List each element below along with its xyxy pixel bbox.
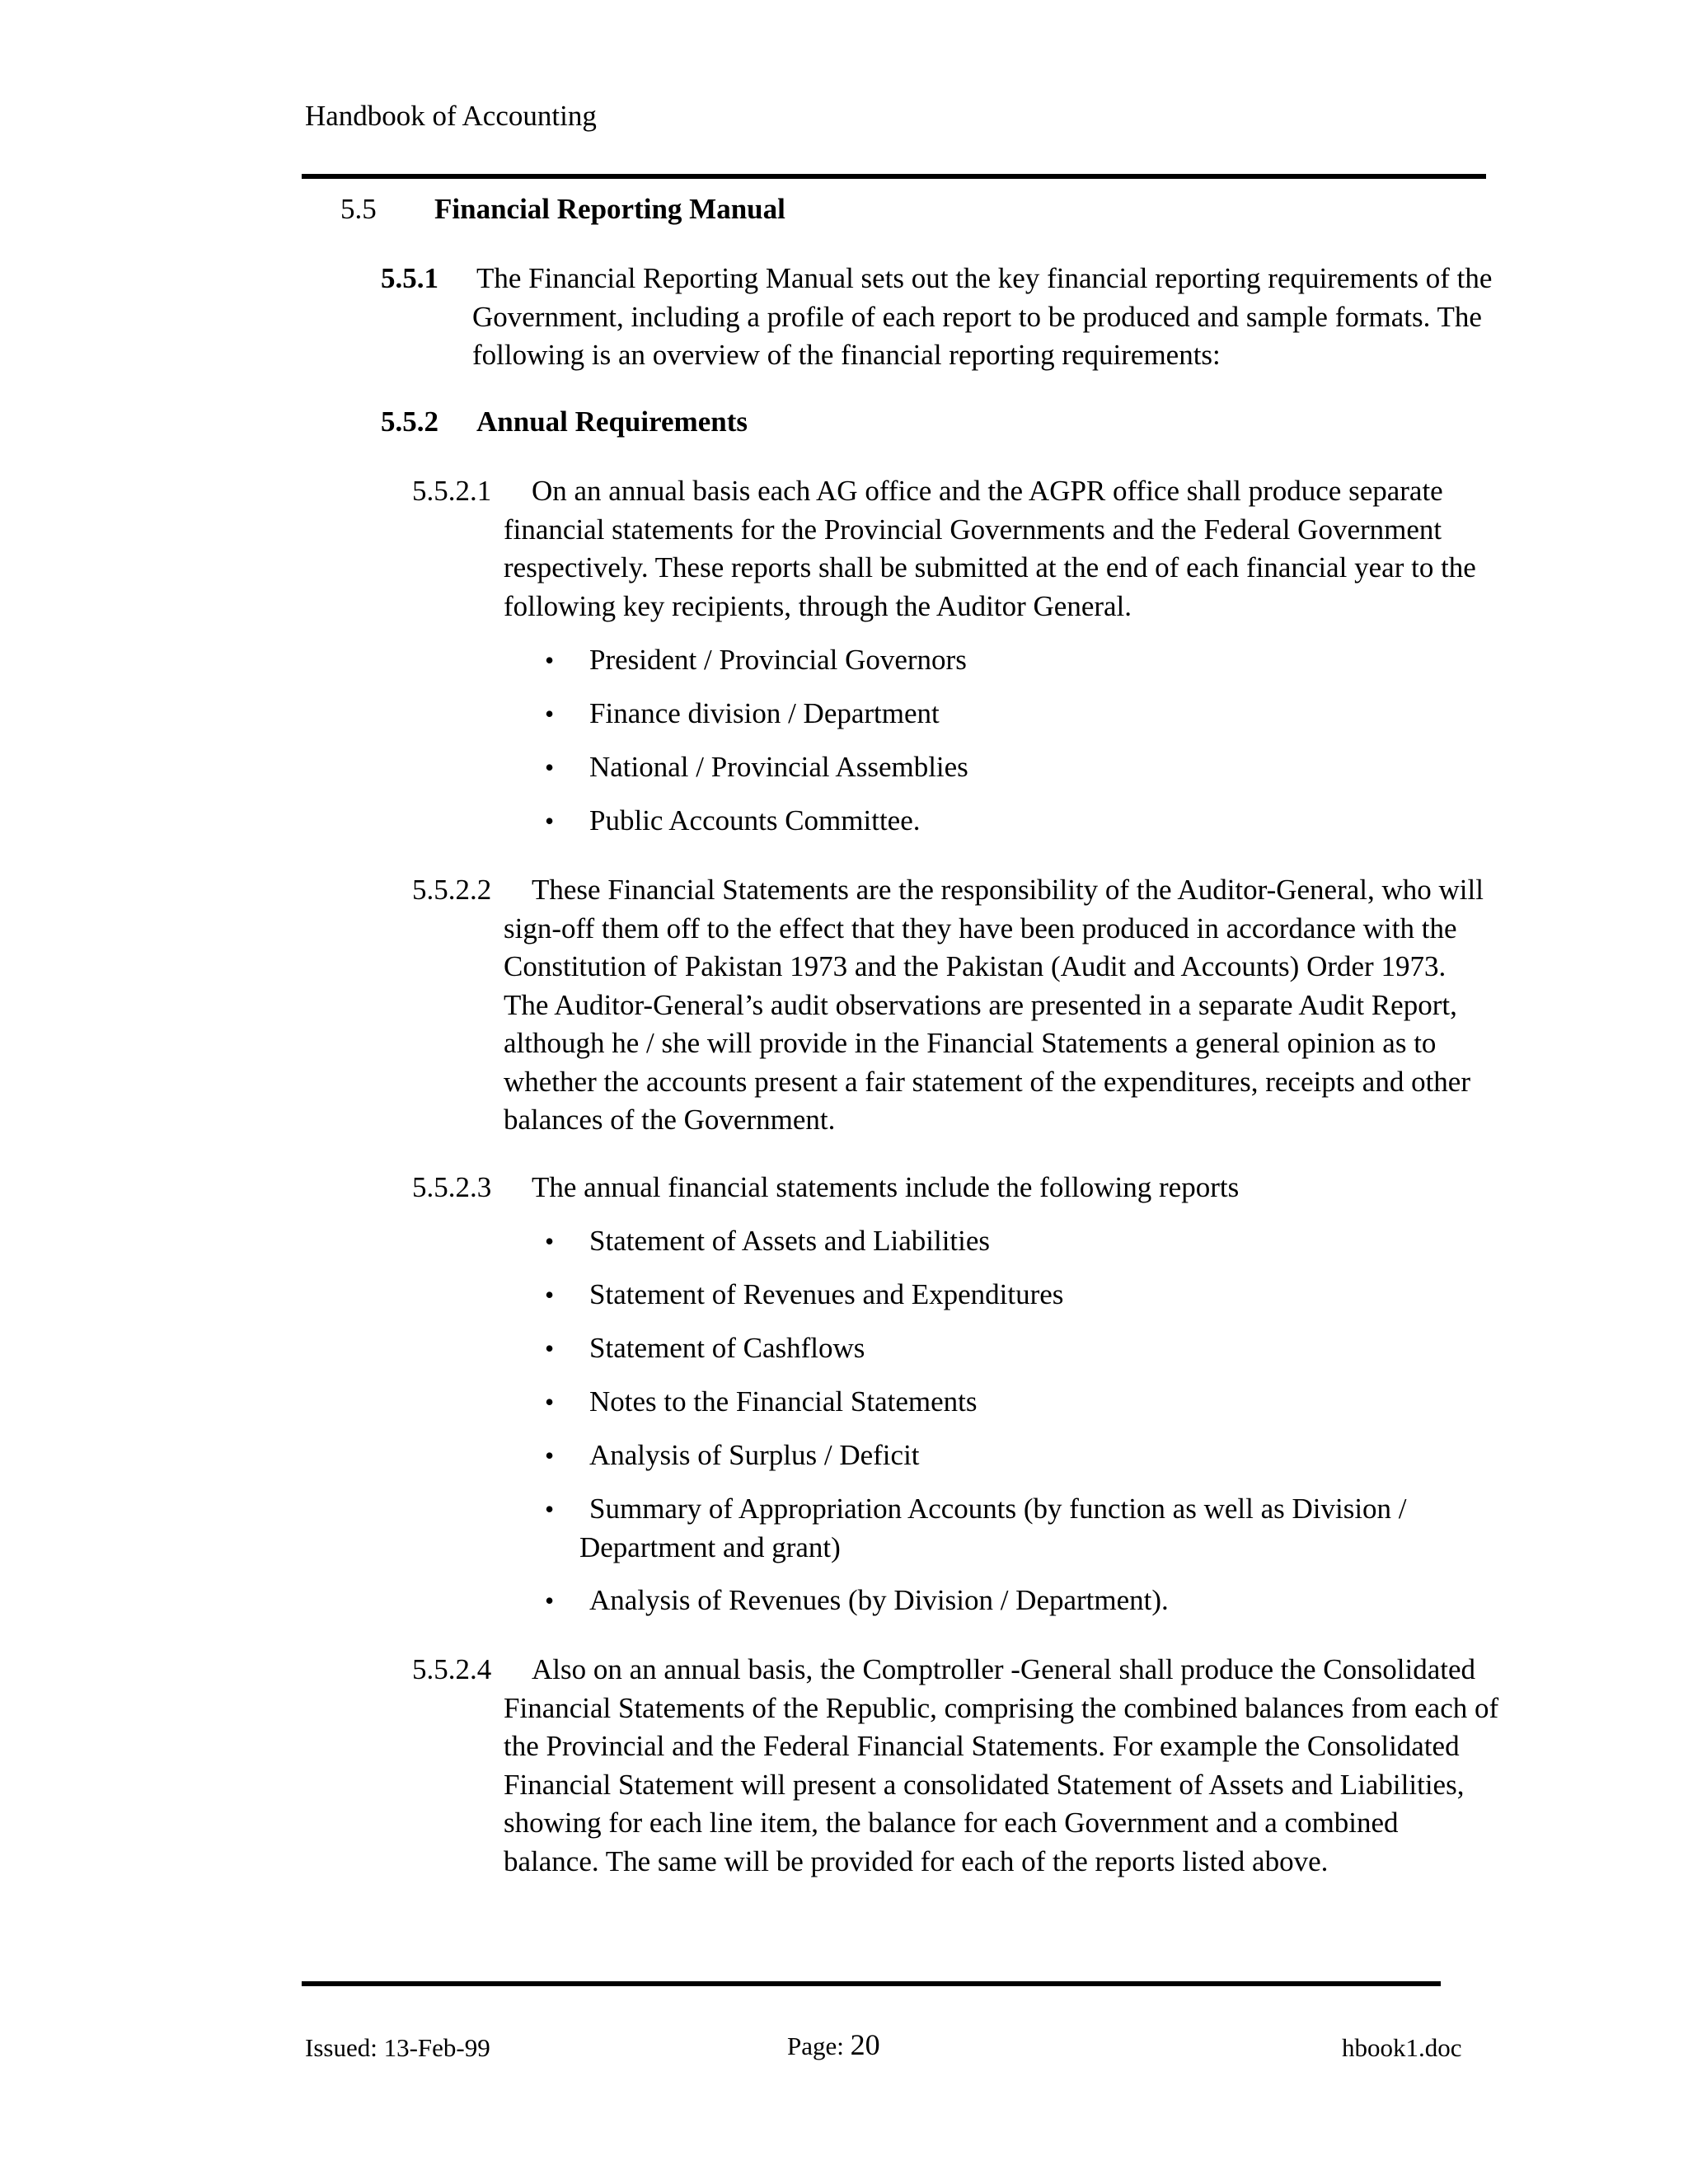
- para-5-5-2-4-line: Financial Statements of the Republic, comprising the combined balances from each of: [504, 1691, 1499, 1724]
- para-5-5-1-number: 5.5.1: [381, 262, 438, 294]
- bullet-icon: •: [545, 1586, 555, 1615]
- para-5-5-2-4-line: the Provincial and the Federal Financial Statements. For example the Consolidated: [504, 1730, 1460, 1762]
- para-5-5-2-1-line: On an annual basis each AG office and the AGPR office shall produce separate: [532, 475, 1443, 507]
- footer-page-label: Page:: [787, 2032, 844, 2060]
- para-5-5-2-1-line: following key recipients, through the Auditor General.: [504, 589, 1132, 622]
- bullet-icon: •: [545, 1494, 555, 1524]
- bullet-icon: •: [545, 1387, 555, 1417]
- bullet-icon: •: [545, 645, 555, 675]
- header-rule: [302, 174, 1486, 179]
- para-5-5-1-line: The Financial Reporting Manual sets out the key financial reporting requirements of the: [476, 262, 1493, 294]
- section-number: 5.5: [340, 193, 377, 225]
- bullet-icon: •: [545, 752, 555, 782]
- subsection-number: 5.5.2: [381, 405, 438, 438]
- para-5-5-2-4-line: Also on an annual basis, the Comptroller -General shall produce the Consolidated: [532, 1653, 1476, 1685]
- footer-rule: [302, 1981, 1441, 1986]
- para-5-5-2-2-line: Constitution of Pakistan 1973 and the Pakistan (Audit and Accounts) Order 1973.: [504, 950, 1447, 982]
- document-page: Handbook of Accounting 5.5 Financial Reporting Manual 5.5.1 The Financial Reporting Manual sets out the key financial reporting requirements of the Government, including a profile of each report to be produced and sample formats. The following is an overview of the financial reporting requirements: 5.5.2 Annual Requirements 5.5.2.1 On an annual basis each AG office and the AGPR office shall produce separate financial statements for the Provincial Governments and the Federal Government respectively. These reports shall be submitted at the end of each financial year to the following key recipients, through the Auditor General. • President / Provincial Governors • Finance division / Department • National / Provincial Assemblies • Public Accounts Committee. 5.5.2.2 These Financial Statements are the responsibility of the Auditor-General, who will sign-off them off to the effect that they have been produced in accordance with the Constitution of Pakistan 1973 and the Pakistan (Audit and Accounts) Order 1973. The Auditor-General’s audit observations are presented in a separate Audit Report, although he / she will provide in the Financial Statements a general opinion as to whether the accounts present a fair statement of the expenditures, receipts and other balances of the Government. 5.5.2.3 The annual financial statements include the following reports • Statement of Assets and Liabilities • Statement of Revenues and Expenditures • Statement of Cashflows • Notes to the Financial Statements • Analysis of Surplus / Deficit • Summary of Appropriation Accounts (by function as well as Division / Department and grant) • Analysis of Revenues (by Division / Department). 5.5.2.4 Also on an annual basis, the Comptroller -General shall produce the Consolidated Financial Statements of the Republic, comprising the combined balances from each of the Provincial and the Federal Financial Statements. For example the Consolidated Financial Statement will present a consolidated Statement of Assets and Liabilities, showing for each line item, the balance for each Government and a combined balance. The same will be provided for each of the reports listed above. Issued: 13-Feb-99 Page: 20 hbook1.doc: [0, 0, 1688, 2184]
- footer-filename: hbook1.doc: [1342, 2033, 1462, 2062]
- para-5-5-2-2-line: sign-off them off to the effect that they have been produced in accordance with the: [504, 912, 1457, 944]
- footer-page-number: 20: [850, 2028, 880, 2061]
- para-5-5-2-4-line: balance. The same will be provided for each of the reports listed above.: [504, 1844, 1329, 1877]
- bullet-icon: •: [545, 1280, 555, 1310]
- para-5-5-2-3-line: The annual financial statements include the following reports: [532, 1171, 1240, 1203]
- bullet-icon: •: [545, 1441, 555, 1470]
- para-5-5-2-3-number: 5.5.2.3: [412, 1171, 492, 1203]
- bullet-icon: •: [545, 699, 555, 729]
- para-5-5-2-2-line: The Auditor-General’s audit observations are presented in a separate Audit Report,: [504, 988, 1457, 1021]
- footer-issued-date: Issued: 13-Feb-99: [305, 2033, 490, 2062]
- para-5-5-1-line: Government, including a profile of each report to be produced and sample formats. The: [472, 300, 1482, 333]
- para-5-5-2-1-line: respectively. These reports shall be submitted at the end of each financial year to the: [504, 551, 1476, 583]
- para-5-5-2-2-line: balances of the Government.: [504, 1104, 836, 1136]
- para-5-5-2-2-line: These Financial Statements are the responsibility of the Auditor-General, who will: [532, 874, 1484, 906]
- bullet-icon: •: [545, 1333, 555, 1363]
- para-5-5-2-1-number: 5.5.2.1: [412, 475, 492, 507]
- footer-page: [787, 2026, 880, 2066]
- para-5-5-2-2-line: whether the accounts present a fair statement of the expenditures, receipts and other: [504, 1065, 1470, 1098]
- para-5-5-2-2-number: 5.5.2.2: [412, 874, 492, 906]
- para-5-5-2-1-line: financial statements for the Provincial Governments and the Federal Government: [504, 513, 1442, 546]
- section-title: Financial Reporting Manual: [434, 193, 785, 225]
- para-5-5-2-2-line: although he / she will provide in the Financial Statements a general opinion as to: [504, 1027, 1437, 1059]
- bullet-icon: •: [545, 806, 555, 836]
- para-5-5-2-4-line: Financial Statement will present a consolidated Statement of Assets and Liabilities,: [504, 1768, 1465, 1801]
- para-5-5-1-line: following is an overview of the financial reporting requirements:: [472, 339, 1221, 371]
- subsection-title: Annual Requirements: [476, 405, 748, 438]
- running-header: Handbook of Accounting: [305, 100, 597, 132]
- bullet-icon: •: [545, 1226, 555, 1256]
- para-5-5-2-4-number: 5.5.2.4: [412, 1653, 492, 1685]
- para-5-5-2-4-line: showing for each line item, the balance for each Government and a combined: [504, 1807, 1399, 1839]
